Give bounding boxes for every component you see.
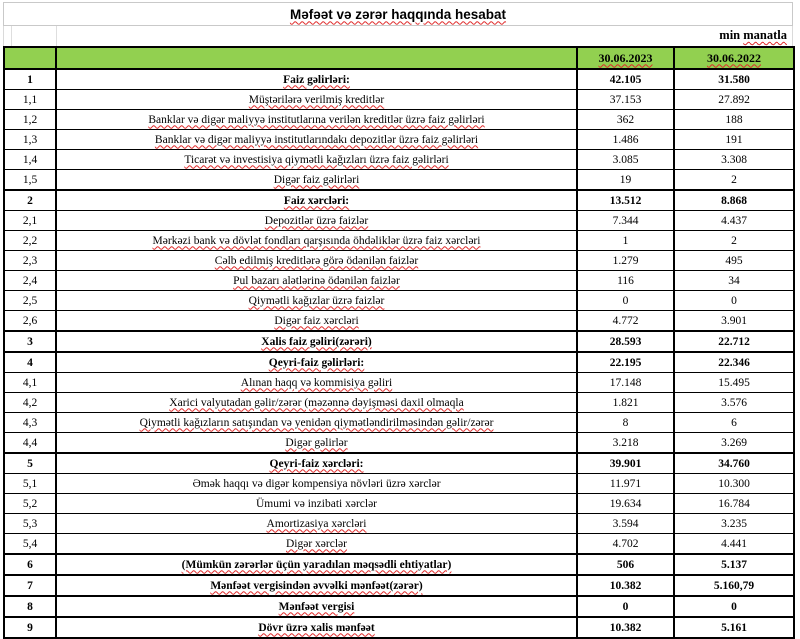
row-value-2023-cell-text: 1.821 <box>612 396 639 409</box>
row-value-2023-cell[interactable] <box>577 413 674 433</box>
unit-note <box>719 28 787 42</box>
row-value-2023-cell[interactable] <box>577 150 674 170</box>
profit-loss-table <box>3 46 795 639</box>
row-value-2023-cell[interactable] <box>577 534 674 555</box>
table-row <box>4 110 794 130</box>
row-number-cell[interactable] <box>4 211 56 231</box>
row-number-cell[interactable] <box>4 575 56 596</box>
row-label-cell-text: Xalis faiz gəliri(zərəri) <box>261 335 372 348</box>
row-value-2023-cell[interactable] <box>577 514 674 534</box>
row-label-cell-text: Faiz xərcləri: <box>283 194 350 207</box>
row-number-cell[interactable] <box>4 271 56 291</box>
row-label-cell[interactable] <box>56 190 577 211</box>
row-number-cell[interactable] <box>4 534 56 555</box>
row-label-cell-text: Əmək haqqı və digər kompensiya növləri üzrə xərclər <box>192 477 441 490</box>
row-value-2023-cell-text: 17.148 <box>609 376 642 389</box>
row-value-2023-cell[interactable] <box>577 352 674 373</box>
table-body <box>4 69 794 638</box>
row-value-2023-cell[interactable] <box>577 311 674 332</box>
row-value-2022-cell-text: 2 <box>731 234 737 247</box>
row-value-2023-cell-text: 7.344 <box>612 214 639 227</box>
table-row <box>4 474 794 494</box>
row-value-2022-cell-text: 22.346 <box>718 356 750 369</box>
row-label-cell[interactable] <box>56 617 577 638</box>
header-number-cell[interactable] <box>4 47 56 69</box>
row-number-cell-text: 5,3 <box>22 517 38 530</box>
table-row <box>4 271 794 291</box>
row-value-2022-cell[interactable] <box>674 453 794 474</box>
table-row <box>4 554 794 575</box>
row-number-cell-text: 6 <box>27 558 33 571</box>
row-number-cell-text: 2,1 <box>22 214 38 227</box>
row-value-2023-cell-text: 1.279 <box>612 254 639 267</box>
row-value-2023-cell-text: 11.971 <box>609 477 642 490</box>
row-number-cell[interactable] <box>4 554 56 575</box>
row-value-2022-cell[interactable] <box>674 231 794 251</box>
row-number-cell[interactable] <box>4 514 56 534</box>
row-value-2022-cell[interactable] <box>674 514 794 534</box>
row-label-cell-text: Amortizasiya xərcləri <box>266 517 367 530</box>
row-value-2022-cell[interactable] <box>674 575 794 596</box>
row-number-cell[interactable] <box>4 90 56 110</box>
row-value-2023-cell[interactable] <box>577 373 674 393</box>
row-label-cell[interactable] <box>56 534 577 555</box>
row-value-2022-cell[interactable] <box>674 291 794 311</box>
table-row <box>4 130 794 150</box>
row-label-cell[interactable] <box>56 251 577 271</box>
table-row <box>4 190 794 211</box>
row-number-cell-text: 4,1 <box>22 376 38 389</box>
row-value-2023-cell-text: 10.382 <box>609 579 642 592</box>
row-value-2022-cell[interactable] <box>674 211 794 231</box>
row-value-2023-cell-text: 3.085 <box>612 153 639 166</box>
row-value-2022-cell-text: 27.892 <box>718 93 750 106</box>
row-label-cell[interactable] <box>56 331 577 352</box>
row-label-cell-text: Banklar və digər maliyyə institutlarındakı depozitlər üzrə faiz gəlirləri <box>154 133 479 146</box>
row-number-cell[interactable] <box>4 393 56 413</box>
row-number-cell[interactable] <box>4 190 56 211</box>
row-label-cell[interactable] <box>56 433 577 454</box>
row-label-cell[interactable] <box>56 211 577 231</box>
row-value-2022-cell[interactable] <box>674 150 794 170</box>
row-number-cell-text: 1 <box>27 73 33 86</box>
row-number-cell[interactable] <box>4 170 56 191</box>
row-value-2023-cell[interactable] <box>577 575 674 596</box>
row-number-cell-text: 1,2 <box>22 113 38 126</box>
row-value-2022-cell-text: 6 <box>731 416 737 429</box>
row-value-2023-cell-text: 19.634 <box>609 497 642 510</box>
row-value-2023-cell[interactable] <box>577 433 674 454</box>
row-value-2022-cell[interactable] <box>674 170 794 191</box>
gridline-vertical <box>56 26 57 46</box>
table-row <box>4 373 794 393</box>
row-value-2022-cell-text: 22.712 <box>718 335 750 348</box>
row-label-cell-text: Xarici valyutadan gəlir/zərər (məzənnə dəyişməsi daxil olmaqla <box>169 396 464 409</box>
row-number-cell[interactable] <box>4 130 56 150</box>
row-label-cell-text: Alınan haqq və kommisiya gəliri <box>240 376 393 389</box>
row-number-cell[interactable] <box>4 352 56 373</box>
row-value-2023-cell-text: 19 <box>619 173 632 186</box>
row-number-cell-text: 2 <box>27 194 33 207</box>
row-value-2023-cell-text: 28.593 <box>609 335 642 348</box>
header-date-2023: 30.06.2023 <box>598 50 653 65</box>
row-number-cell-text: 5,4 <box>22 537 38 550</box>
row-value-2023-cell[interactable] <box>577 271 674 291</box>
row-number-cell[interactable] <box>4 373 56 393</box>
row-value-2022-cell-text: 0 <box>731 294 737 307</box>
table-row <box>4 494 794 514</box>
row-number-cell[interactable] <box>4 69 56 90</box>
table-row <box>4 413 794 433</box>
row-number-cell-text: 3 <box>27 335 33 348</box>
row-value-2022-cell-text: 10.300 <box>718 477 750 490</box>
row-label-cell-text: Digər faiz gəlirləri <box>273 173 360 186</box>
row-value-2022-cell[interactable] <box>674 110 794 130</box>
row-value-2022-cell[interactable] <box>674 190 794 211</box>
row-value-2023-cell[interactable] <box>577 554 674 575</box>
row-label-cell-text: Mərkəzi bank və dövlət fondları qarşısında öhdəliklər üzrə faiz xərcləri <box>152 234 481 247</box>
row-value-2022-cell[interactable] <box>674 311 794 332</box>
row-value-2022-cell-text: 4.441 <box>721 537 747 550</box>
row-value-2023-cell-text: 42.105 <box>609 73 642 86</box>
unit-note-row[interactable] <box>3 26 793 46</box>
row-value-2023-cell[interactable] <box>577 190 674 211</box>
row-value-2023-cell[interactable] <box>577 170 674 191</box>
row-value-2023-cell[interactable] <box>577 393 674 413</box>
row-label-cell[interactable] <box>56 110 577 130</box>
row-value-2023-cell[interactable] <box>577 494 674 514</box>
unit-note-plain: min <box>719 28 744 42</box>
row-value-2023-cell-text: 1.486 <box>612 133 639 146</box>
row-value-2023-cell-text: 13.512 <box>609 194 642 207</box>
table-row <box>4 433 794 454</box>
row-number-cell[interactable] <box>4 596 56 617</box>
table-row <box>4 170 794 191</box>
row-value-2022-cell[interactable] <box>674 352 794 373</box>
row-value-2022-cell-text: 3.235 <box>721 517 747 530</box>
row-number-cell-text: 1,5 <box>22 173 38 186</box>
row-value-2022-cell-text: 188 <box>725 113 743 126</box>
table-row <box>4 331 794 352</box>
row-value-2022-cell-text: 31.580 <box>718 73 750 86</box>
row-value-2023-cell-text: 4.702 <box>612 537 639 550</box>
row-number-cell[interactable] <box>4 413 56 433</box>
row-value-2023-cell[interactable] <box>577 291 674 311</box>
row-value-2022-cell-text: 5.137 <box>721 558 747 571</box>
row-value-2023-cell[interactable] <box>577 211 674 231</box>
row-number-cell-text: 8 <box>27 600 33 613</box>
row-label-cell[interactable] <box>56 291 577 311</box>
row-label-cell[interactable] <box>56 130 577 150</box>
row-value-2023-cell-text: 506 <box>616 558 635 571</box>
row-label-cell-text: Qeyri-faiz gəlirləri: <box>268 356 365 369</box>
row-label-cell[interactable] <box>56 271 577 291</box>
row-value-2022-cell-text: 8.868 <box>721 194 747 207</box>
row-number-cell[interactable] <box>4 617 56 638</box>
row-value-2022-cell-text: 495 <box>725 254 743 267</box>
row-number-cell-text: 7 <box>27 579 33 592</box>
row-label-cell-text: Faiz gəlirləri: <box>283 73 350 86</box>
row-label-cell[interactable] <box>56 373 577 393</box>
row-label-cell-text: Pul bazarı alətlərinə ödənilən faizlər <box>233 274 400 287</box>
row-number-cell[interactable] <box>4 494 56 514</box>
row-value-2023-cell[interactable] <box>577 331 674 352</box>
row-value-2023-cell[interactable] <box>577 90 674 110</box>
row-value-2023-cell-text: 362 <box>616 113 635 126</box>
row-label-cell[interactable] <box>56 150 577 170</box>
row-value-2022-cell-text: 34.760 <box>718 457 750 470</box>
row-number-cell[interactable] <box>4 231 56 251</box>
row-label-cell-text: Ticarət və investisiya qiymətli kağızları üzrə faiz gəlirləri <box>184 153 449 166</box>
row-number-cell-text: 4,2 <box>22 396 38 409</box>
row-value-2023-cell[interactable] <box>577 474 674 494</box>
row-label-cell[interactable] <box>56 393 577 413</box>
row-value-2022-cell[interactable] <box>674 373 794 393</box>
row-number-cell-text: 9 <box>27 621 33 634</box>
row-value-2023-cell[interactable] <box>577 130 674 150</box>
row-label-cell[interactable] <box>56 575 577 596</box>
row-number-cell[interactable] <box>4 251 56 271</box>
row-value-2023-cell-text: 116 <box>617 274 634 287</box>
row-value-2022-cell[interactable] <box>674 554 794 575</box>
gridline-vertical <box>11 26 12 46</box>
row-number-cell-text: 2,6 <box>22 314 38 327</box>
row-number-cell[interactable] <box>4 474 56 494</box>
row-value-2022-cell-text: 16.784 <box>718 497 750 510</box>
table-row <box>4 231 794 251</box>
row-label-cell-text: Digər gəlirlər <box>285 436 348 449</box>
row-value-2022-cell-text: 15.495 <box>718 376 750 389</box>
row-value-2022-cell-text: 5.160,79 <box>713 579 755 592</box>
table-row <box>4 150 794 170</box>
row-label-cell-text: Banklar və digər maliyyə institutlarına verilən kreditlər üzrə faiz gəlirləri <box>148 113 485 126</box>
row-value-2023-cell-text: 0 <box>622 600 629 613</box>
row-value-2022-cell[interactable] <box>674 90 794 110</box>
row-number-cell-text: 2,2 <box>22 234 38 247</box>
row-value-2022-cell-text: 0 <box>731 600 737 613</box>
row-value-2022-cell-text: 3.269 <box>721 436 747 449</box>
header-description-cell[interactable] <box>56 47 577 69</box>
row-label-cell[interactable] <box>56 494 577 514</box>
row-value-2022-cell-text: 3.308 <box>721 153 747 166</box>
table-row <box>4 617 794 638</box>
table-row <box>4 352 794 373</box>
row-label-cell-text: Qeyri-faiz xərcləri: <box>269 457 364 470</box>
row-value-2022-cell[interactable] <box>674 69 794 90</box>
row-number-cell-text: 4,4 <box>22 436 38 449</box>
row-number-cell-text: 1,1 <box>22 93 38 106</box>
row-value-2023-cell[interactable] <box>577 596 674 617</box>
table-row <box>4 453 794 474</box>
row-label-cell-text: (Mümkün zərərlər üçün yaradılan məqsədli ehtiyatlar) <box>181 558 452 571</box>
row-number-cell-text: 5,1 <box>22 477 38 490</box>
row-value-2022-cell[interactable] <box>674 130 794 150</box>
row-value-2023-cell[interactable] <box>577 110 674 130</box>
row-label-cell[interactable] <box>56 69 577 90</box>
row-number-cell-text: 1,4 <box>22 153 38 166</box>
row-value-2023-cell-text: 4.772 <box>612 314 639 327</box>
table-row <box>4 211 794 231</box>
row-value-2023-cell-text: 1 <box>622 234 629 247</box>
table-row <box>4 596 794 617</box>
row-label-cell-text: Cəlb edilmiş kreditlərə görə ödənilən faizlər <box>214 254 419 267</box>
row-value-2023-cell-text: 37.153 <box>609 93 642 106</box>
row-label-cell-text: Dövr üzrə xalis mənfəət <box>258 621 375 634</box>
row-value-2022-cell[interactable] <box>674 413 794 433</box>
row-value-2022-cell[interactable] <box>674 534 794 555</box>
row-value-2022-cell[interactable] <box>674 494 794 514</box>
row-label-cell-text: Müştərilərə verilmiş kreditlər <box>248 93 385 106</box>
row-value-2023-cell[interactable] <box>577 617 674 638</box>
row-value-2023-cell-text: 39.901 <box>609 457 642 470</box>
row-label-cell[interactable] <box>56 170 577 191</box>
row-number-cell-text: 5,2 <box>22 497 38 510</box>
row-number-cell-text: 4 <box>27 356 33 369</box>
table-row <box>4 534 794 555</box>
row-value-2022-cell[interactable] <box>674 596 794 617</box>
row-label-cell[interactable] <box>56 453 577 474</box>
row-value-2022-cell-text: 2 <box>731 173 737 186</box>
row-value-2022-cell[interactable] <box>674 331 794 352</box>
row-number-cell-text: 1,3 <box>22 133 38 146</box>
row-number-cell[interactable] <box>4 331 56 352</box>
row-value-2023-cell[interactable] <box>577 251 674 271</box>
report-area <box>3 2 793 639</box>
row-label-cell-text: Ümumi və inzibati xərclər <box>255 497 378 510</box>
row-label-cell[interactable] <box>56 514 577 534</box>
row-label-cell[interactable] <box>56 311 577 332</box>
row-value-2022-cell[interactable] <box>674 617 794 638</box>
row-number-cell[interactable] <box>4 311 56 332</box>
unit-note-misspelled: manatla <box>743 28 787 42</box>
row-value-2022-cell[interactable] <box>674 251 794 271</box>
table-row <box>4 311 794 332</box>
row-label-cell[interactable] <box>56 352 577 373</box>
row-value-2022-cell-text: 5.161 <box>721 621 747 634</box>
row-label-cell[interactable] <box>56 413 577 433</box>
table-header-row <box>4 47 794 69</box>
row-value-2023-cell-text: 8 <box>622 416 629 429</box>
row-value-2023-cell-text: 22.195 <box>609 356 642 369</box>
row-number-cell-text: 2,3 <box>22 254 38 267</box>
row-value-2022-cell-text: 3.901 <box>721 314 747 327</box>
table-row <box>4 69 794 90</box>
row-value-2022-cell-text: 191 <box>725 133 743 146</box>
row-value-2023-cell[interactable] <box>577 453 674 474</box>
header-date-2022: 30.06.2022 <box>707 50 761 65</box>
row-label-cell[interactable] <box>56 474 577 494</box>
row-number-cell[interactable] <box>4 453 56 474</box>
row-label-cell-text: Digər xərclər <box>286 537 347 550</box>
row-number-cell[interactable] <box>4 291 56 311</box>
report-title: Məfəət və zərər haqqında hesabat <box>289 6 507 22</box>
row-value-2022-cell[interactable] <box>674 271 794 291</box>
row-value-2023-cell[interactable] <box>577 69 674 90</box>
header-date-2022-cell[interactable] <box>674 47 794 69</box>
table-row <box>4 251 794 271</box>
table-row <box>4 393 794 413</box>
report-title-cell[interactable] <box>3 2 793 26</box>
row-number-cell[interactable] <box>4 150 56 170</box>
row-label-cell[interactable] <box>56 596 577 617</box>
table-row <box>4 90 794 110</box>
row-value-2022-cell[interactable] <box>674 393 794 413</box>
row-label-cell-text: Depozitlər üzrə faizlər <box>264 214 369 227</box>
table-row <box>4 514 794 534</box>
row-number-cell[interactable] <box>4 110 56 130</box>
row-label-cell-text: Qiymətli kağızların satışından və yenidən qiymətləndirilməsindən gəlir/zərər <box>139 416 494 429</box>
table-row <box>4 575 794 596</box>
row-value-2023-cell[interactable] <box>577 231 674 251</box>
row-label-cell-text: Digər faiz xərcləri <box>274 314 359 327</box>
table-row <box>4 291 794 311</box>
row-value-2023-cell-text: 0 <box>622 294 629 307</box>
row-number-cell-text: 4,3 <box>22 416 38 429</box>
row-number-cell-text: 5 <box>27 457 33 470</box>
row-value-2022-cell-text: 4.437 <box>721 214 747 227</box>
row-number-cell[interactable] <box>4 433 56 454</box>
row-label-cell-text: Mənfəət vergisindən əvvəlki mənfəət(zərər) <box>210 579 423 592</box>
row-value-2022-cell-text: 3.576 <box>721 396 747 409</box>
row-label-cell[interactable] <box>56 231 577 251</box>
row-label-cell[interactable] <box>56 554 577 575</box>
row-value-2023-cell-text: 3.218 <box>612 436 639 449</box>
row-number-cell-text: 2,4 <box>22 274 38 287</box>
row-label-cell-text: Mənfəət vergisi <box>278 600 355 613</box>
row-value-2023-cell-text: 3.594 <box>612 517 639 530</box>
row-value-2022-cell[interactable] <box>674 433 794 454</box>
row-value-2023-cell-text: 10.382 <box>609 621 642 634</box>
row-value-2022-cell[interactable] <box>674 474 794 494</box>
row-label-cell-text: Qiymətli kağızlar üzrə faizlər <box>248 294 385 307</box>
header-date-2023-cell[interactable] <box>577 47 674 69</box>
row-value-2022-cell-text: 34 <box>728 274 740 287</box>
row-number-cell-text: 2,5 <box>22 294 38 307</box>
row-label-cell[interactable] <box>56 90 577 110</box>
